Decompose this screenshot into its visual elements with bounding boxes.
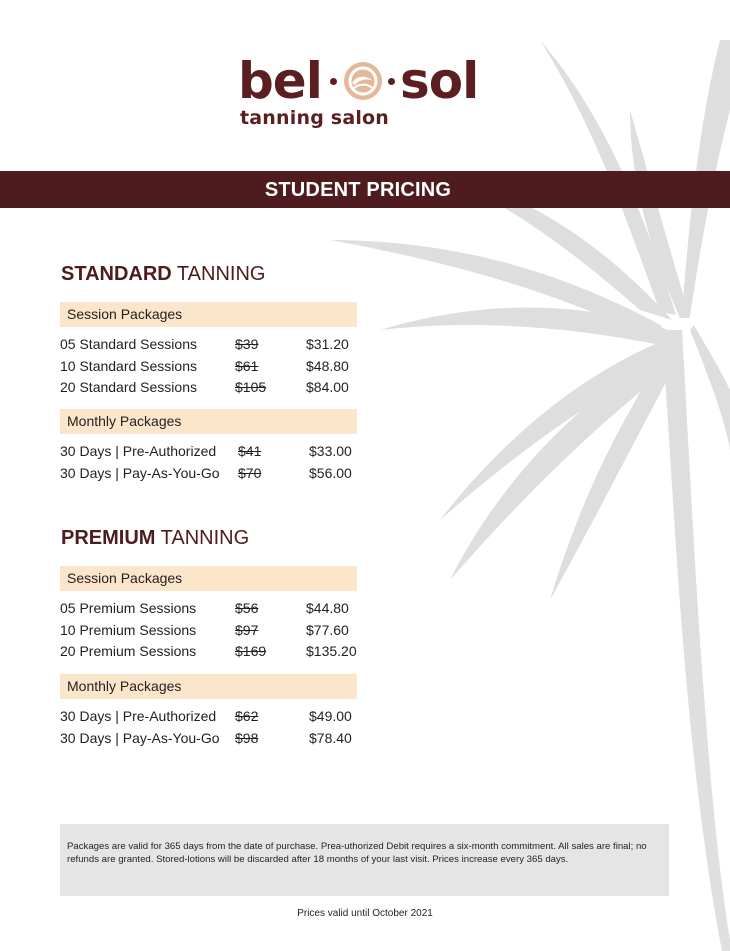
brand-name-right: sol bbox=[400, 52, 479, 110]
original-price: $70 bbox=[238, 465, 262, 481]
brand-name-left: bel bbox=[238, 52, 322, 110]
price-row bbox=[60, 336, 380, 356]
package-name: 30 Days | Pay-As-You-Go bbox=[60, 465, 220, 481]
original-price: $56 bbox=[235, 600, 259, 616]
category-bar bbox=[60, 302, 357, 327]
package-name: 10 Standard Sessions bbox=[60, 358, 197, 374]
section-title-rest: TANNING bbox=[155, 527, 250, 549]
price-row bbox=[60, 443, 380, 463]
logo-dot-icon bbox=[330, 78, 337, 85]
category-bar bbox=[60, 674, 357, 699]
category-label: Session Packages bbox=[67, 570, 183, 586]
brand-logo bbox=[238, 52, 498, 132]
student-price: $84.00 bbox=[306, 379, 349, 395]
student-price: $49.00 bbox=[309, 708, 352, 724]
banner-title: STUDENT PRICING bbox=[264, 179, 452, 201]
terms-notice bbox=[60, 824, 669, 896]
package-name: 10 Premium Sessions bbox=[60, 622, 197, 638]
package-name: 05 Premium Sessions bbox=[60, 600, 197, 616]
category-label: Monthly Packages bbox=[67, 678, 182, 694]
student-price: $33.00 bbox=[309, 443, 352, 459]
standard-section-title bbox=[61, 263, 265, 286]
original-price: $97 bbox=[235, 622, 259, 638]
package-name: 30 Days | Pre-Authorized bbox=[60, 443, 217, 459]
category-label: Session Packages bbox=[67, 306, 183, 322]
category-bar bbox=[60, 566, 357, 591]
price-row bbox=[60, 358, 380, 378]
student-price: $78.40 bbox=[309, 730, 352, 746]
price-row bbox=[60, 643, 380, 663]
price-row bbox=[60, 600, 380, 620]
section-title-bold: PREMIUM bbox=[61, 527, 156, 549]
package-name: 20 Premium Sessions bbox=[60, 643, 197, 659]
price-row bbox=[60, 379, 380, 399]
student-price: $77.60 bbox=[306, 622, 349, 638]
student-price: $31.20 bbox=[306, 336, 349, 352]
original-price: $39 bbox=[235, 336, 259, 352]
logo-dot-icon bbox=[388, 78, 395, 85]
package-name: 20 Standard Sessions bbox=[60, 379, 197, 395]
price-validity-note: Prices valid until October 2021 bbox=[297, 908, 433, 919]
terms-text: Packages are valid for 365 days from the date of purchase. Prea-uthorized Debit requires a six-month commitment. All sales are final; no refunds are granted. Stored-lotions will be discarded after 18 months of your last visit. Prices increase every 365 days. bbox=[67, 841, 647, 865]
package-name: 30 Days | Pre-Authorized bbox=[60, 708, 217, 724]
original-price: $169 bbox=[235, 643, 267, 659]
package-name: 30 Days | Pay-As-You-Go bbox=[60, 730, 220, 746]
header-banner bbox=[0, 171, 730, 208]
premium-section-title bbox=[61, 527, 249, 550]
price-row bbox=[60, 465, 380, 485]
price-row bbox=[60, 730, 380, 750]
section-title-bold: STANDARD bbox=[61, 263, 172, 285]
original-price: $105 bbox=[235, 379, 267, 395]
package-name: 05 Standard Sessions bbox=[60, 336, 197, 352]
brand-tagline: tanning salon bbox=[240, 107, 390, 129]
price-row bbox=[60, 708, 380, 728]
sun-emblem-icon bbox=[343, 61, 383, 101]
student-price: $135.20 bbox=[306, 643, 357, 659]
original-price: $98 bbox=[235, 730, 259, 746]
section-title-rest: TANNING bbox=[171, 263, 266, 285]
price-row bbox=[60, 622, 380, 642]
category-label: Monthly Packages bbox=[67, 413, 182, 429]
student-price: $56.00 bbox=[309, 465, 352, 481]
original-price: $62 bbox=[235, 708, 259, 724]
student-price: $48.80 bbox=[306, 358, 349, 374]
original-price: $61 bbox=[235, 358, 259, 374]
category-bar bbox=[60, 409, 357, 434]
original-price: $41 bbox=[238, 443, 262, 459]
student-price: $44.80 bbox=[306, 600, 349, 616]
